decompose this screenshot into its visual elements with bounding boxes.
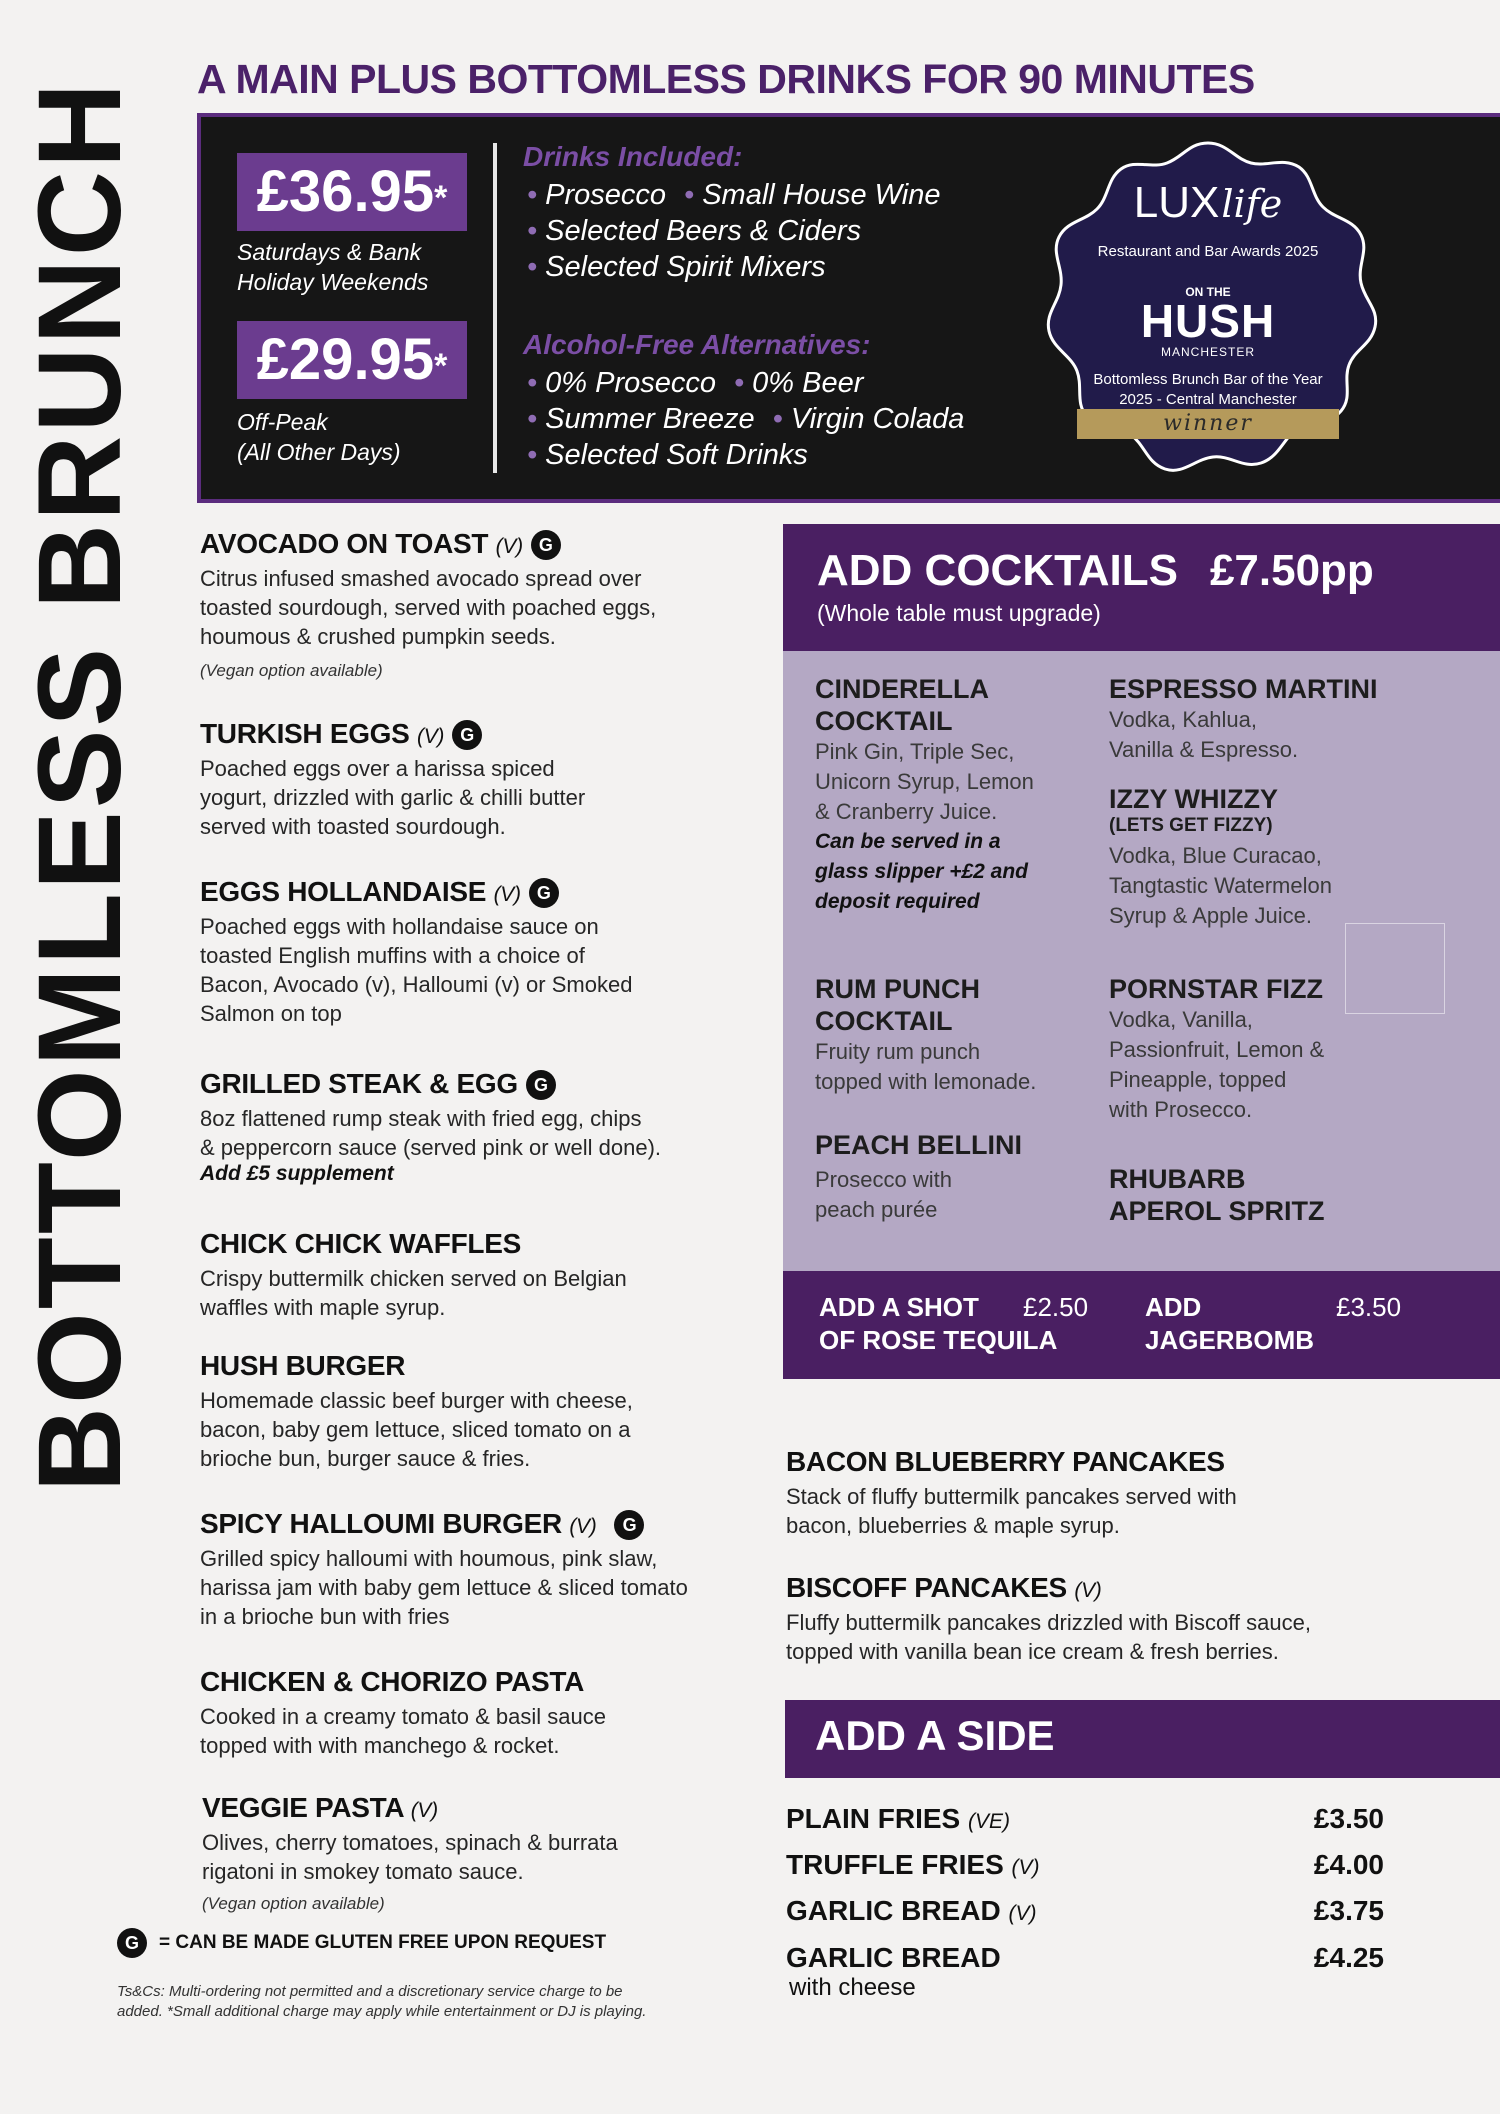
item-title: CHICK CHICK WAFFLES: [200, 1228, 521, 1259]
drinks-line: • Selected Soft Drinks: [527, 439, 808, 471]
drink-item: Summer Breeze: [545, 403, 755, 435]
gluten-free-icon: G: [614, 1510, 644, 1540]
item-note: (Vegan option available): [202, 1894, 385, 1913]
cocktail-title-line: RUM PUNCH: [815, 974, 980, 1004]
item-title: [200, 1068, 760, 1100]
addon-line: ADD: [1145, 1292, 1202, 1322]
drink-item: 0% Prosecco: [545, 367, 717, 399]
drinks-line: • Selected Beers & Ciders: [527, 215, 862, 247]
cocktails-price: £7.50pp: [1209, 546, 1374, 595]
menu-item-chick-chick-waffles: [200, 1228, 760, 1322]
side-name-text: TRUFFLE FRIES: [786, 1849, 1004, 1880]
cocktail-note: [815, 827, 1095, 917]
award-city: MANCHESTER: [1160, 345, 1255, 359]
desc-line: Poached eggs with hollandaise sauce on: [200, 914, 599, 939]
drinks-included-heading: Drinks Included:: [523, 141, 743, 172]
cocktail-peach-bellini: [815, 1129, 1095, 1225]
side-price: £3.50: [1313, 1803, 1384, 1834]
menu-item-chicken-chorizo-pasta: [200, 1666, 760, 1760]
item-tag: (V): [569, 1515, 597, 1538]
gluten-free-icon: G: [531, 530, 561, 560]
item-desc: [200, 754, 760, 841]
desc-line: Poached eggs over a harissa spiced: [200, 756, 555, 781]
alcohol-free-heading: Alcohol-Free Alternatives:: [523, 329, 871, 360]
item-note: (Vegan option available): [200, 661, 383, 680]
award-title-1: Bottomless Brunch Bar of the Year: [1093, 371, 1323, 388]
decorative-outline: [1345, 923, 1445, 1014]
sides-heading: ADD A SIDE: [815, 1712, 1055, 1759]
drinks-included-list: [527, 177, 940, 285]
item-tag: (V): [1074, 1579, 1102, 1602]
award-brand-life: life: [1221, 182, 1283, 226]
cocktail-izzy-whizzy: [1109, 783, 1389, 931]
price-weekend: [237, 153, 467, 231]
side-tag: (V): [1011, 1856, 1040, 1879]
price-weekend-mark: *: [434, 179, 448, 217]
desc-line: Syrup & Apple Juice.: [1109, 903, 1313, 928]
note-line: deposit required: [815, 890, 980, 913]
desc-line: Citrus infused smashed avocado spread over: [200, 566, 642, 591]
item-title: [200, 718, 760, 750]
cocktail-title: [815, 973, 1095, 1037]
award-brand-lux: LUX: [1133, 178, 1220, 227]
desc-line: Vodka, Kahlua,: [1109, 707, 1258, 732]
desc-line: brioche bun, burger sauce & fries.: [200, 1446, 531, 1471]
gluten-free-icon: G: [452, 720, 482, 750]
note-line: Can be served in a: [815, 830, 1001, 853]
desc-line: with Prosecco.: [1109, 1097, 1253, 1122]
cocktail-title: ESPRESSO MARTINI: [1109, 674, 1378, 704]
gluten-free-icon: G: [117, 1928, 147, 1958]
desc-line: topped with with manchego & rocket.: [200, 1733, 560, 1758]
price-weekend-amount: £36.95: [256, 159, 435, 224]
drink-item: Prosecco: [545, 179, 667, 211]
desc-line: bacon, baby gem lettuce, sliced tomato on a: [200, 1417, 631, 1442]
drink-item: Selected Spirit Mixers: [545, 251, 826, 283]
desc-line: houmous & crushed pumpkin seeds.: [200, 624, 556, 649]
side-name: [786, 1942, 1001, 2002]
item-title-text: AVOCADO ON TOAST: [200, 528, 489, 559]
desc-line: Vanilla & Espresso.: [1109, 737, 1299, 762]
item-title: [200, 1508, 780, 1540]
side-tag: (V): [1008, 1902, 1037, 1925]
addon-line: ADD A SHOT: [819, 1292, 979, 1322]
drink-item: 0% Beer: [752, 367, 864, 399]
caption-line: Holiday Weekends: [237, 269, 429, 295]
award-brand: [1037, 179, 1379, 228]
terms-line: Ts&Cs: Multi-ordering not permitted and a discretionary service charge to be: [117, 1983, 623, 2000]
gluten-free-key: [117, 1928, 606, 1958]
award-ribbon: winner: [1163, 411, 1253, 436]
drink-item: Selected Beers & Ciders: [545, 215, 862, 247]
gluten-free-icon: G: [526, 1070, 556, 1100]
item-title-text: TURKISH EGGS: [200, 718, 410, 749]
item-title-text: EGGS HOLLANDAISE: [200, 876, 487, 907]
side-name-text: GARLIC BREAD: [786, 1895, 1001, 1926]
menu-item-hush-burger: [200, 1350, 760, 1473]
item-tag: (V): [495, 535, 523, 558]
item-title: HUSH BURGER: [200, 1350, 406, 1381]
vertical-title-text: BOTTOMLESS BRUNCH: [14, 79, 147, 1493]
item-title-text: VEGGIE PASTA: [202, 1792, 404, 1823]
award-on-the: ON THE: [1185, 285, 1231, 299]
cocktail-title-line: RHUBARB: [1109, 1164, 1246, 1194]
desc-line: Homemade classic beef burger with cheese,: [200, 1388, 633, 1413]
gluten-free-icon: G: [529, 878, 559, 908]
terms-and-conditions: [117, 1982, 757, 2022]
cocktail-title: PORNSTAR FIZZ: [1109, 974, 1323, 1004]
price-weekend-caption: [237, 237, 428, 297]
cocktail-desc: [815, 737, 1095, 827]
desc-line: Stack of fluffy buttermilk pancakes served with: [786, 1484, 1237, 1509]
desc-line: Passionfruit, Lemon &: [1109, 1037, 1325, 1062]
menu-item-eggs-hollandaise: [200, 876, 760, 1028]
item-title: [202, 1792, 762, 1824]
desc-line: & Cranberry Juice.: [815, 799, 998, 824]
item-title: BACON BLUEBERRY PANCAKES: [786, 1446, 1225, 1477]
item-desc: [202, 1828, 762, 1886]
cocktail-desc: [1109, 841, 1389, 931]
cocktail-espresso-martini: [1109, 673, 1389, 765]
cocktails-heading: [817, 546, 1374, 596]
side-plain-fries: [786, 1803, 1384, 1835]
side-price: £4.00: [1313, 1849, 1384, 1880]
cocktail-title: IZZY WHIZZY: [1109, 784, 1278, 814]
drinks-line: • Summer Breeze • Virgin Colada: [527, 403, 965, 435]
cocktail-title: PEACH BELLINI: [815, 1130, 1023, 1160]
desc-line: toasted English muffins with a choice of: [200, 943, 585, 968]
item-desc: [786, 1608, 1486, 1666]
item-title: [200, 528, 760, 560]
side-garlic-bread-cheese: [786, 1942, 1384, 2002]
desc-line: & peppercorn sauce (served pink or well done).: [200, 1135, 662, 1160]
desc-line: peach purée: [815, 1197, 938, 1222]
desc-line: yogurt, drizzled with garlic & chilli butter: [200, 785, 586, 810]
item-desc: [786, 1482, 1486, 1540]
addon-jagerbomb-price: £3.50: [1336, 1292, 1402, 1322]
drinks-line: • Selected Spirit Mixers: [527, 251, 826, 283]
item-title-text: BISCOFF PANCAKES: [786, 1572, 1067, 1603]
caption-line: (All Other Days): [237, 439, 401, 465]
side-price: £3.75: [1313, 1895, 1384, 1926]
desc-line: Bacon, Avocado (v), Halloumi (v) or Smoked: [200, 972, 633, 997]
desc-line: Salmon on top: [200, 1001, 342, 1026]
sides-header: [785, 1700, 1500, 1778]
desc-line: Tangtastic Watermelon: [1109, 873, 1332, 898]
terms-line: added. *Small additional charge may apply while entertainment or DJ is playing.: [117, 2003, 647, 2020]
price-offpeak-caption: [237, 407, 401, 467]
cocktail-rhubarb-aperol-spritz: [1109, 1163, 1389, 1227]
desc-line: Vodka, Vanilla,: [1109, 1007, 1253, 1032]
item-title: CHICKEN & CHORIZO PASTA: [200, 1666, 585, 1697]
side-subtitle: with cheese: [789, 1974, 916, 2001]
item-desc: [200, 1264, 760, 1322]
cocktail-title-line: APEROL SPRITZ: [1109, 1196, 1325, 1226]
side-tag: (VE): [968, 1810, 1011, 1833]
cocktail-desc: [1109, 705, 1389, 765]
menu-item-bacon-blueberry-pancakes: [786, 1446, 1486, 1540]
item-title: [200, 876, 760, 908]
side-garlic-bread: [786, 1895, 1384, 1927]
addon-line: OF ROSE TEQUILA: [819, 1325, 1058, 1355]
alcohol-free-list: [527, 365, 964, 473]
drink-item: Selected Soft Drinks: [545, 439, 808, 471]
price-banner: [197, 113, 1500, 503]
gluten-free-key-text: = CAN BE MADE GLUTEN FREE UPON REQUEST: [159, 1932, 607, 1953]
cocktails-header: [783, 524, 1500, 651]
desc-line: waffles with maple syrup.: [200, 1295, 446, 1320]
side-price: £4.25: [1313, 1942, 1384, 1973]
banner-divider: [493, 143, 497, 473]
cocktail-cinderella: [815, 673, 1095, 917]
desc-line: served with toasted sourdough.: [200, 814, 506, 839]
side-name: [786, 1895, 1036, 1927]
desc-line: harissa jam with baby gem lettuce & sliced tomato: [200, 1575, 688, 1600]
addon-rose-tequila: [819, 1291, 1057, 1357]
menu-item-spicy-halloumi-burger: [200, 1508, 780, 1631]
desc-line: Pineapple, topped: [1109, 1067, 1287, 1092]
price-offpeak: [237, 321, 467, 399]
award-badge: [1037, 137, 1379, 481]
desc-line: bacon, blueberries & maple syrup.: [786, 1513, 1120, 1538]
item-desc: [200, 564, 760, 651]
cocktail-rum-punch: [815, 973, 1095, 1097]
cocktail-desc: [815, 1165, 1095, 1225]
drink-item: Small House Wine: [702, 179, 941, 211]
desc-line: 8oz flattened rump steak with fried egg, chips: [200, 1106, 642, 1131]
item-title: [786, 1572, 1486, 1604]
caption-line: Off-Peak: [237, 409, 328, 435]
item-desc: [200, 1386, 760, 1473]
cocktail-title: [1109, 1163, 1389, 1227]
desc-line: topped with lemonade.: [815, 1069, 1037, 1094]
cocktail-title: [815, 673, 1095, 737]
cocktail-desc: [815, 1037, 1095, 1097]
addon-rose-tequila-price: £2.50: [1023, 1292, 1089, 1322]
vertical-title: [14, 36, 147, 1536]
item-title-text: GRILLED STEAK & EGG: [200, 1068, 518, 1099]
side-name: [786, 1803, 1010, 1835]
menu-item-grilled-steak-egg: [200, 1068, 760, 1186]
drink-item: Virgin Colada: [790, 403, 965, 435]
item-tag: (V): [493, 883, 521, 906]
menu-item-biscoff-pancakes: [786, 1572, 1486, 1666]
cocktail-subtitle: (LETS GET FIZZY): [1109, 815, 1273, 836]
menu-item-veggie-pasta: [202, 1792, 762, 1914]
item-supplement: Add £5 supplement: [200, 1162, 394, 1185]
award-event: Restaurant and Bar Awards 2025: [1097, 243, 1319, 260]
desc-line: Prosecco with: [815, 1167, 952, 1192]
cocktail-desc: [1109, 1005, 1389, 1125]
desc-line: Olives, cherry tomatoes, spinach & burrata: [202, 1830, 618, 1855]
cocktail-title-line: CINDERELLA: [815, 674, 989, 704]
price-offpeak-amount: £29.95: [256, 327, 435, 392]
desc-line: Cooked in a creamy tomato & basil sauce: [200, 1704, 606, 1729]
desc-line: Fluffy buttermilk pancakes drizzled with Biscoff sauce,: [786, 1610, 1311, 1635]
cocktails-heading-text: ADD COCKTAILS: [817, 546, 1178, 595]
addon-line: JAGERBOMB: [1145, 1325, 1315, 1355]
note-line: glass slipper +£2 and: [815, 860, 1029, 883]
drinks-line: • 0% Prosecco • 0% Beer: [527, 367, 864, 399]
award-title-2: 2025 - Central Manchester: [1119, 391, 1297, 408]
item-tag: (V): [417, 725, 445, 748]
cocktail-title-line: COCKTAIL: [815, 1006, 953, 1036]
desc-line: Pink Gin, Triple Sec,: [815, 739, 1015, 764]
menu-item-avocado-on-toast: [200, 528, 760, 681]
side-name-text: GARLIC BREAD: [786, 1942, 1001, 1973]
desc-line: Crispy buttermilk chicken served on Belgian: [200, 1266, 627, 1291]
desc-line: Vodka, Blue Curacao,: [1109, 843, 1322, 868]
side-truffle-fries: [786, 1849, 1384, 1881]
desc-line: topped with vanilla bean ice cream & fresh berries.: [786, 1639, 1279, 1664]
desc-line: toasted sourdough, served with poached eggs,: [200, 595, 657, 620]
side-name: [786, 1849, 1040, 1881]
desc-line: Grilled spicy halloumi with houmous, pink slaw,: [200, 1546, 658, 1571]
item-desc: [200, 1544, 780, 1631]
caption-line: Saturdays & Bank: [237, 239, 422, 265]
cocktails-addons: [783, 1271, 1500, 1379]
item-desc: [200, 1702, 760, 1760]
cocktail-title-line: COCKTAIL: [815, 706, 953, 736]
side-name-text: PLAIN FRIES: [786, 1803, 961, 1834]
item-title-text: SPICY HALLOUMI BURGER: [200, 1508, 562, 1539]
desc-line: Unicorn Syrup, Lemon: [815, 769, 1034, 794]
addon-jagerbomb: [1145, 1291, 1314, 1357]
headline: A MAIN PLUS BOTTOMLESS DRINKS FOR 90 MINUTES: [197, 56, 1255, 102]
item-desc: [200, 912, 760, 1028]
item-desc: [200, 1104, 760, 1162]
desc-line: Fruity rum punch: [815, 1039, 981, 1064]
menu-item-turkish-eggs: [200, 718, 760, 841]
cocktails-subheading: (Whole table must upgrade): [817, 600, 1101, 626]
drinks-line: • Prosecco • Small House Wine: [527, 179, 941, 211]
price-offpeak-mark: *: [434, 347, 448, 385]
item-tag: (V): [410, 1799, 438, 1822]
desc-line: rigatoni in smokey tomato sauce.: [202, 1859, 524, 1884]
desc-line: in a brioche bun with fries: [200, 1604, 450, 1629]
award-venue: HUSH: [1140, 295, 1276, 347]
